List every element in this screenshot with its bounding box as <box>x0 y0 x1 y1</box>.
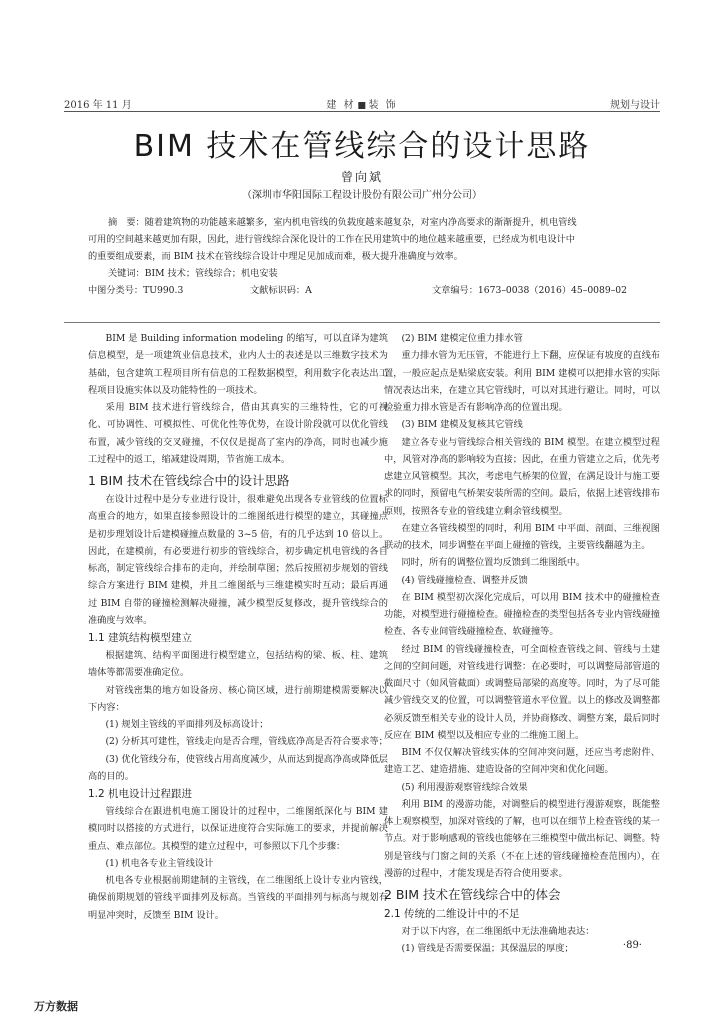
abstract-label: 摘 要： <box>108 217 145 228</box>
footer-logo: 万方数据 <box>34 1000 78 1013</box>
body-paragraph: 同时，所有的调整位置均反馈到二维图纸中。 <box>401 557 586 569</box>
section-heading: 1 BIM 技术在管线综合中的设计思路 <box>88 473 290 488</box>
abstract-line: 可用的空间越来越更加有限，因此，进行管线综合深化设计的工作在民用建筑中的地位越来越重要，已经成为机电设计中 <box>88 234 575 245</box>
body-paragraph: (5) 利用漫游观察管线综合效果 <box>401 781 528 793</box>
page-number: ·89· <box>622 940 642 951</box>
keywords-label: 关键词： <box>108 268 145 279</box>
body-paragraph: 机电各专业根据前期建制的主管线，在二维图纸上设计专业内管线，确保前期规划的管线平面排列及标高。当管线的平面排列与标高与规划有明显冲突时，反馈至 BIM 设计。 <box>88 875 388 921</box>
body-paragraph: (1) 规划主管线的平面排列及标高设计； <box>105 719 269 730</box>
left-column <box>88 330 388 924</box>
subsection-heading: 1.1 建筑结构模型建立 <box>88 632 193 644</box>
section-heading: 2 BIM 技术在管线综合中的体会 <box>384 887 561 902</box>
body-paragraph: BIM 不仅仅解决管线实体的空间冲突问题，还应当考虑附件、建造工艺、建造措施、建造设备的空间冲突和优化问题。 <box>384 747 660 776</box>
body-paragraph: 建立各专业与管线综合相关管线的 BIM 模型。在建立模型过程中，风管对净高的影响较为直接；因此，在重力管建立之后，优先考虑建立风管模型。其次，考虑电气桥架的位置，在满足设计与施工要求的同时，预留电气桥架安装所需的空间。最后，依据上述管线排布原则，按照各专业的管线建立剩余管线模型。 <box>384 436 660 517</box>
article-number: 文章编号：1673–0038（2016）45–0089–02 <box>432 285 628 296</box>
body-paragraph: 重力排水管为无压管，不能进行上下翻，应保证有坡度的直线布置，一般应起点是贴梁底安装。利用 BIM 建模可以把排水管的实际情况表达出来，在建立其它管线时，可以对其进行避让。同时，可以检验重力排水管是否有影响净高的位置出现。 <box>384 350 660 413</box>
body-paragraph: (4) 管线碰撞检查、调整并反馈 <box>401 574 528 586</box>
header-divider <box>64 111 660 112</box>
article-affiliation: （深圳市华阳国际工程设计股份有限公司广州分公司） <box>242 190 482 201</box>
clc-number: 中图分类号：TU990.3 <box>88 285 184 296</box>
body-paragraph: (2) 分析其可建性，管线走向是否合理，管线底净高是否符合要求等； <box>105 736 388 748</box>
classification-row <box>88 282 636 299</box>
square-bullet-icon <box>359 102 366 109</box>
body-paragraph: (1) 管线是否需要保温；其保温层的厚度； <box>401 943 574 955</box>
body-paragraph: 对管线密集的地方如设备房、核心筒区域，进行前期建模需要解决以下内容： <box>88 684 388 713</box>
body-paragraph: 在 BIM 模型初次深化完成后，可以用 BIM 技术中的碰撞检查功能，对模型进行碰撞检查。碰撞检查的类型包括各专业内管线碰撞检查、各专业间管线碰撞检查、软碰撞等。 <box>384 591 660 638</box>
body-paragraph: 在设计过程中是分专业进行设计，很难避免出现各专业管线的位置标高重合的地方，如果直接参照设计的二维图纸进行模型的建立，其碰撞点是初步理划设计后建模碰撞点数量的 3~5 倍，有的几乎达到 10 倍以上。因此，在建模前，有必要进行初步的管线综合，初步确定机电管线的各自标高，制定管线综合排布的走向，并绘制草图；然后按照初步规划的管线综合方案进行 BIM 建模，并且二维图纸与三维建模实时互动；最后再通过 BIM 自带的碰撞检测解决碰撞，减少模型反复修改，提升管线综合的准确度与效率。 <box>88 494 389 626</box>
abstract-text: 随着建筑物的功能越来越繁多，室内机电管线的负载度越来越复杂，对室内净高要求的渐渐提升，机电管线 <box>144 217 577 228</box>
body-paragraph: 管线综合在跟进机电施工图设计的过程中，二维图纸深化与 BIM 建模同时以搭接的方式进行，以保证进度符合实际施工的要求，并提前解决重点、难点部位。其模型的建立过程中，可参照以下几个步骤： <box>88 806 388 852</box>
abstract-divider <box>64 322 660 323</box>
body-paragraph: 根据建筑、结构平面图进行模型建立，包括结构的梁、板、柱、建筑墙体等都需要准确定位。 <box>88 650 388 679</box>
header-date: 2016 年 11 月 <box>64 100 132 111</box>
abstract-line <box>88 214 636 231</box>
body-paragraph: (1) 机电各专业主管线设计 <box>105 857 214 869</box>
running-header <box>64 96 660 110</box>
body-paragraph: 在建立各管线模型的同时，利用 BIM 中平面、剖面、三维视图联动的技术，同步调整在平面上碰撞的管线，主要管线翻越为主。 <box>384 522 660 551</box>
body-paragraph: 对于以下内容，在二维图纸中无法准确地表达： <box>401 926 595 937</box>
body-paragraph: 经过 BIM 的管线碰撞检查，可全面检查管线之间、管线与土建之间的空间问题，对管线进行调整：在必要时，可以调整局部管道的截面尺寸（如风管截面）或调整局部梁的高度等。同时，为了尽可能减少管线交叉的位置，可以调整管道水平位置。以上的修改及调整都必须反馈至相关专业的设计人员，并协商修改、调整方案，最后同时反应在 BIM 模型以及相应专业的二维施工图上。 <box>384 643 660 741</box>
body-paragraph: 利用 BIM 的漫游功能，对调整后的模型进行漫游观察，既能整体上观察模型，加深对管线的了解，也可以在细节上检查管线的某一节点。对于影响感观的管线也能够在三维模型中做出标记、调整。特别是管线与门窗之间的关系（不在上述的管线碰撞检查范围内），在漫游的过程中，才能发现是否符合使用要求。 <box>384 798 660 879</box>
header-journal-part-b: 装 饰 <box>368 100 398 111</box>
subsection-heading: 1.2 机电设计过程跟进 <box>88 788 193 800</box>
keywords-text: BIM 技术；管线综合；机电安装 <box>144 268 278 279</box>
body-paragraph: (2) BIM 建模定位重力排水管 <box>401 333 523 344</box>
body-paragraph: BIM 是 Building information modeling 的缩写，可以直译为建筑信息模型，是一项建筑业信息技术，业内人士的表述是以三维数字技术为基础，包含建筑工程项目所有信息的工程数据模型，利用数字化表达出工程项目设施实体以及功能特性的一项技术。 <box>88 333 388 396</box>
body-paragraph: (3) BIM 建模及复核其它管线 <box>401 419 523 431</box>
article-title: BIM 技术在管线综合的设计思路 <box>133 129 591 164</box>
abstract-line: 的重要组成要素，而 BIM 技术在管线综合设计中理足见加成而难，极大提升准确度与效率。 <box>88 251 463 262</box>
header-journal-part-a: 建 材 <box>326 100 356 111</box>
abstract-block <box>88 214 636 299</box>
body-paragraph: 采用 BIM 技术进行管线综合，借由其真实的三维特性，它的可视化、可协调性、可模拟性、可优化性等优势，在设计阶段就可以优化管线布置，减少管线的交叉碰撞，不仅仅是提高了室内的净高，同时也减少施工过程中的返工，缩减建设周期，节省施工成本。 <box>88 402 388 465</box>
body-paragraph: (3) 优化管线分布，使管线占用高度减少，从而达到提高净高或降低层高的目的。 <box>88 753 388 782</box>
keywords-line <box>88 265 636 282</box>
article-author: 曾向斌 <box>340 170 383 184</box>
header-section: 规划与设计 <box>610 100 660 111</box>
subsection-heading: 2.1 传统的二维设计中的不足 <box>384 908 520 920</box>
right-column <box>384 330 660 958</box>
header-journal-name <box>326 96 397 111</box>
doc-code: 文献标识码：A <box>250 285 312 296</box>
